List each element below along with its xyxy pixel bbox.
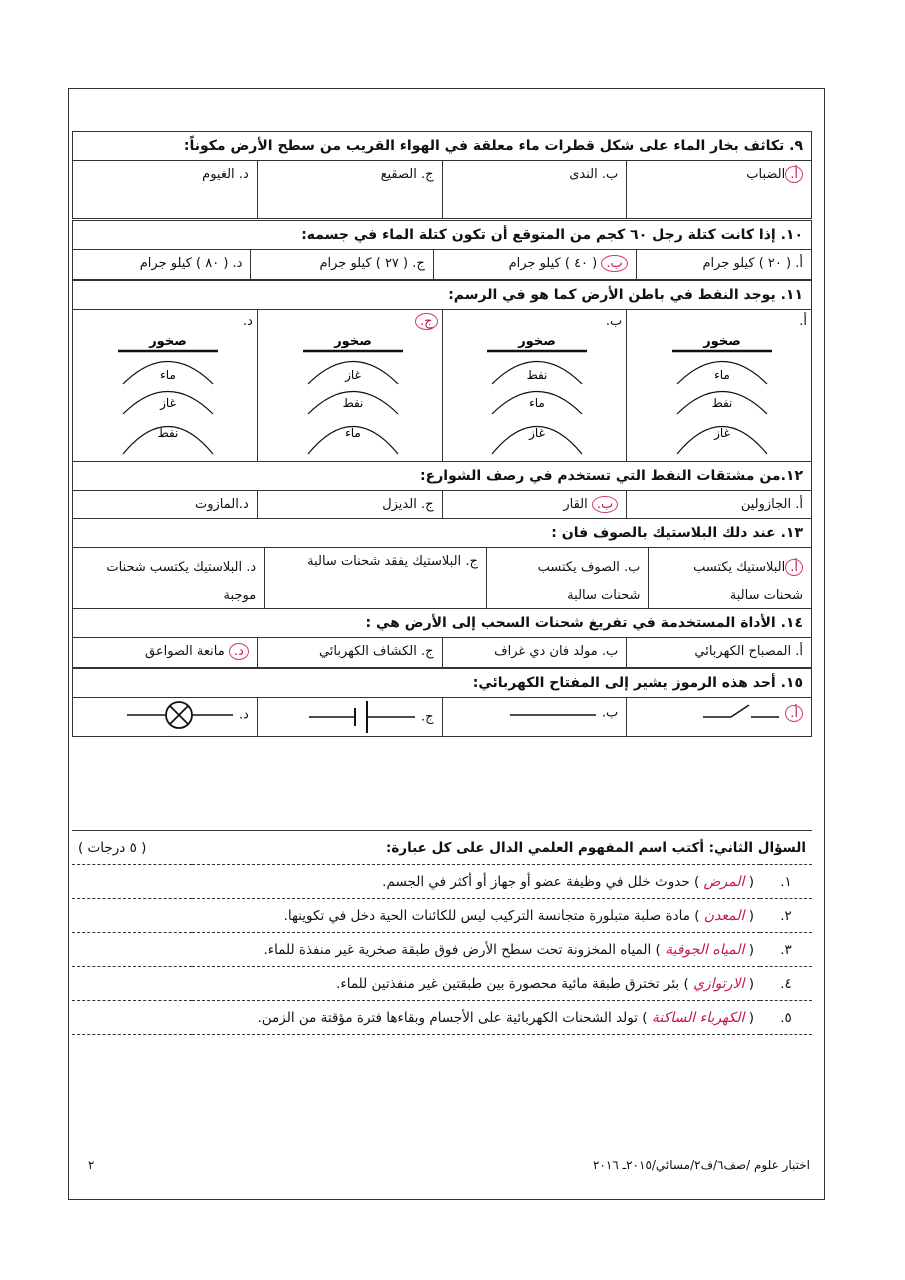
q15-options: [72, 697, 812, 737]
q10-option-a[interactable]: أ. ( ٢٠ ) كيلو جرام: [702, 256, 803, 271]
answer-field-3[interactable]: المياه الجوفية: [665, 941, 745, 958]
section2-row-5: ٥. ( الكهرباء الساكنة ) تولد الشحنات الكهربائية على الأجسام وبقاءها فترة مؤقتة من الزمن.: [72, 1001, 812, 1035]
answer-field-2[interactable]: المعدن: [703, 907, 745, 924]
answer-field-4[interactable]: الارتوازي: [693, 975, 745, 992]
section2-row-1: ١. ( المرض ) حدوث خلل في وظيفة عضو أو جهاز أو أكثر في الجسم.: [72, 865, 812, 899]
q14-option-c[interactable]: ج. الكشاف الكهربائي: [318, 644, 434, 659]
section2-row-4: ٤. ( الارتوازي ) بئر تخترق طبقة مائية محصورة بين طبقتين غير منفذتين للماء.: [72, 967, 812, 1001]
q13-option-b[interactable]: ب. الصوف يكتسب شحنات سالبة: [537, 560, 641, 603]
section2-score: ( ٥ درجات ): [78, 839, 147, 856]
q15-title: ١٥. أحد هذه الرموز يشير إلى المفتاح الكهربائي:: [72, 668, 812, 698]
svg-text:ماء: ماء: [529, 396, 546, 410]
svg-text:نفط: نفط: [526, 368, 548, 382]
q14-title: ١٤. الأداة المستخدمة في تفريغ شحنات السحب إلى الأرض هي :: [72, 608, 812, 638]
q10-option-b[interactable]: ب. ( ٤٠ ) كيلو جرام: [509, 255, 628, 272]
svg-text:صخور: صخور: [518, 334, 557, 349]
q13-options: [72, 547, 812, 617]
svg-text:غاز: غاز: [159, 396, 176, 410]
answer-field-1[interactable]: المرض: [703, 873, 745, 890]
layers-diagram-b: [452, 329, 622, 459]
q14-option-a[interactable]: أ. المصباح الكهربائي: [694, 644, 803, 659]
q9-option-c[interactable]: ج. الصقيع: [380, 167, 434, 182]
q12-option-a[interactable]: أ. الجازولين: [740, 497, 803, 512]
q9-option-b[interactable]: ب. الندى: [569, 167, 619, 182]
q9-options: [72, 160, 812, 219]
lamp-symbol-icon: [125, 700, 235, 730]
q12-options: [72, 490, 812, 519]
q11-option-d[interactable]: د. صخور ماء غاز نفط: [73, 310, 258, 464]
svg-text:نفط: نفط: [711, 396, 733, 410]
q13-option-a[interactable]: أ.البلاستيك يكتسب شحنات سالبة: [693, 560, 803, 603]
layers-diagram-d: [83, 329, 253, 459]
q10-option-c[interactable]: ج. ( ٢٧ ) كيلو جرام: [319, 256, 425, 271]
svg-text:ماء: ماء: [159, 368, 176, 382]
q15-option-c[interactable]: ج.: [257, 698, 442, 737]
svg-text:ماء: ماء: [714, 368, 730, 382]
section2-table: [72, 830, 812, 1035]
q10-title: ١٠. إذا كانت كتلة رجل ٦٠ كجم من المتوقع أن تكون كتلة الماء في جسمه:: [72, 220, 812, 250]
section2-row-3: ٣. ( المياه الجوفية ) المياه المخزونة تحت سطح الأرض فوق طبقة صخرية غير منفذة للماء.: [72, 933, 812, 967]
battery-symbol-icon: [307, 700, 417, 734]
svg-text:نفط: نفط: [342, 396, 363, 410]
layer-rock-label: صخور: [703, 334, 741, 349]
q12-option-d[interactable]: د.المازوت: [194, 497, 249, 512]
wire-symbol-icon: [508, 700, 598, 726]
switch-symbol-icon: [701, 700, 781, 726]
q11-title: ١١. يوجد النفط في باطن الأرض كما هو في الرسم:: [72, 280, 812, 310]
q9-title: ٩. تكاثف بخار الماء على شكل قطرات ماء معلقة في الهواء القريب من سطح الأرض مكوناً:: [72, 131, 812, 161]
q11-option-c[interactable]: ج. صخور غاز نفط ماء: [257, 310, 442, 464]
footer-text: اختبار علوم /صف٦/ف٢/مسائي/٢٠١٥ـ ٢٠١٦: [592, 1158, 810, 1172]
q14-option-b[interactable]: ب. مولد فان دي غراف: [494, 644, 619, 659]
answer-field-5[interactable]: الكهرباء الساكنة: [651, 1009, 745, 1026]
q13-option-c[interactable]: ج. البلاستيك يفقد شحنات سالبة: [307, 554, 478, 569]
svg-text:غاز: غاز: [714, 426, 730, 440]
svg-text:ماء: ماء: [344, 426, 361, 440]
layers-diagram-c: [268, 329, 438, 459]
q13-title: ١٣. عند دلك البلاستيك بالصوف فان :: [72, 518, 812, 548]
section2-title: السؤال الثاني: أكتب اسم المفهوم العلمي الدال على كل عبارة:: [385, 839, 806, 856]
q9-option-a[interactable]: أ.الضباب: [746, 166, 803, 183]
q14-options: [72, 637, 812, 668]
svg-text:نفط: نفط: [157, 426, 179, 440]
page-number: ٢: [88, 1158, 95, 1172]
layers-diagram-a: [637, 329, 807, 459]
q9-option-d[interactable]: د. الغيوم: [202, 167, 249, 182]
svg-text:غاز: غاز: [529, 426, 546, 440]
svg-text:صخور: صخور: [148, 334, 187, 349]
q11-options: [72, 309, 812, 464]
section2-row-2: ٢. ( المعدن ) مادة صلبة متبلورة متجانسة التركيب ليس للكائنات الحية دخل في تكوينها.: [72, 899, 812, 933]
q12-option-c[interactable]: ج. الديزل: [382, 497, 434, 512]
q12-title: ١٢.من مشتقات النفط التي تستخدم في رصف الشوارع:: [72, 461, 812, 491]
q10-options: [72, 249, 812, 280]
q13-option-d[interactable]: د. البلاستيك يكتسب شحنات موجبة: [106, 560, 257, 603]
q11-option-b[interactable]: ب. صخور نفط ماء غاز: [442, 310, 627, 464]
q15-option-b[interactable]: ب.: [442, 698, 627, 737]
q12-option-b[interactable]: ب. القار: [563, 496, 618, 513]
q11-option-a[interactable]: أ. صخور ماء نفط غاز: [627, 310, 812, 464]
q14-option-d[interactable]: د. مانعة الصواعق: [145, 643, 249, 660]
q15-option-a[interactable]: أ.: [627, 698, 812, 737]
svg-text:غاز: غاز: [344, 368, 361, 382]
q15-option-d[interactable]: د.: [73, 698, 258, 737]
svg-text:صخور: صخور: [333, 334, 372, 349]
q10-option-d[interactable]: د. ( ٨٠ ) كيلو جرام: [139, 256, 243, 271]
